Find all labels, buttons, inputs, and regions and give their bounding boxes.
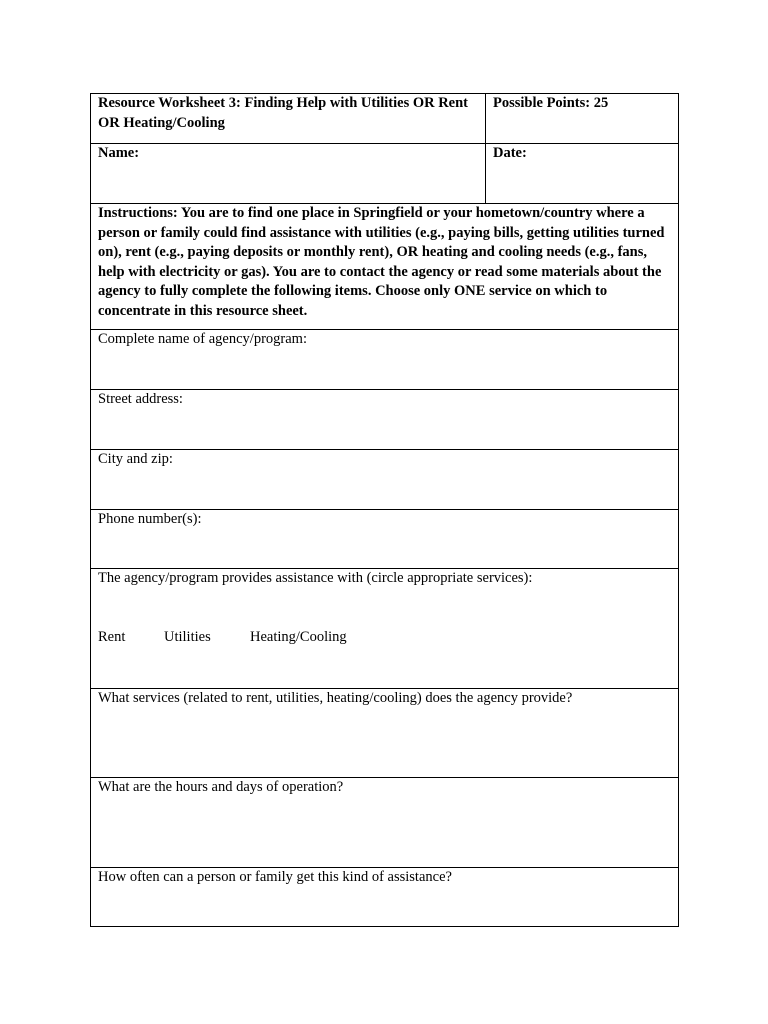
identity-row — [91, 144, 679, 204]
name-field[interactable]: Name: — [91, 144, 486, 204]
frequency-field[interactable]: How often can a person or family get this kind of assistance? — [91, 868, 679, 927]
assistance-row — [91, 569, 679, 689]
service-options — [98, 628, 672, 648]
instructions-text: Instructions: You are to find one place in Springfield or your hometown/country where a person or family could find assistance with utilities (e.g., paying bills, getting utilities turned on), rent (e.g., paying deposits or monthly rent), OR heating and cooling needs (e.g., fans, help with electricity or gas). You are to contact the agency or read some materials about the agency to fully complete the following items. Choose only ONE service on which to concentrate in this resource sheet. — [91, 204, 679, 330]
street-address-field[interactable]: Street address: — [91, 390, 679, 450]
worksheet-title: Resource Worksheet 3: Finding Help with Utilities OR Rent OR Heating/Cooling — [91, 94, 486, 144]
service-option-rent[interactable]: Rent — [98, 628, 126, 645]
street-address-row — [91, 390, 679, 450]
instructions-row — [91, 204, 679, 330]
service-option-heating-cooling[interactable]: Heating/Cooling — [250, 628, 347, 645]
hours-days-field[interactable]: What are the hours and days of operation? — [91, 778, 679, 868]
city-zip-row — [91, 450, 679, 510]
agency-name-field[interactable]: Complete name of agency/program: — [91, 330, 679, 390]
services-provided-field[interactable]: What services (related to rent, utilities, heating/cooling) does the agency provide? — [91, 689, 679, 778]
services-provided-row — [91, 689, 679, 778]
assistance-field — [91, 569, 679, 689]
header-row — [91, 94, 679, 144]
possible-points: Possible Points: 25 — [486, 94, 679, 144]
phone-row — [91, 510, 679, 569]
agency-name-row — [91, 330, 679, 390]
frequency-row — [91, 868, 679, 927]
hours-row — [91, 778, 679, 868]
phone-field[interactable]: Phone number(s): — [91, 510, 679, 569]
service-option-utilities[interactable]: Utilities — [164, 628, 211, 645]
date-field[interactable]: Date: — [486, 144, 679, 204]
assistance-prompt: The agency/program provides assistance with (circle appropriate services): — [98, 570, 533, 586]
city-zip-field[interactable]: City and zip: — [91, 450, 679, 510]
worksheet-table — [90, 93, 679, 927]
